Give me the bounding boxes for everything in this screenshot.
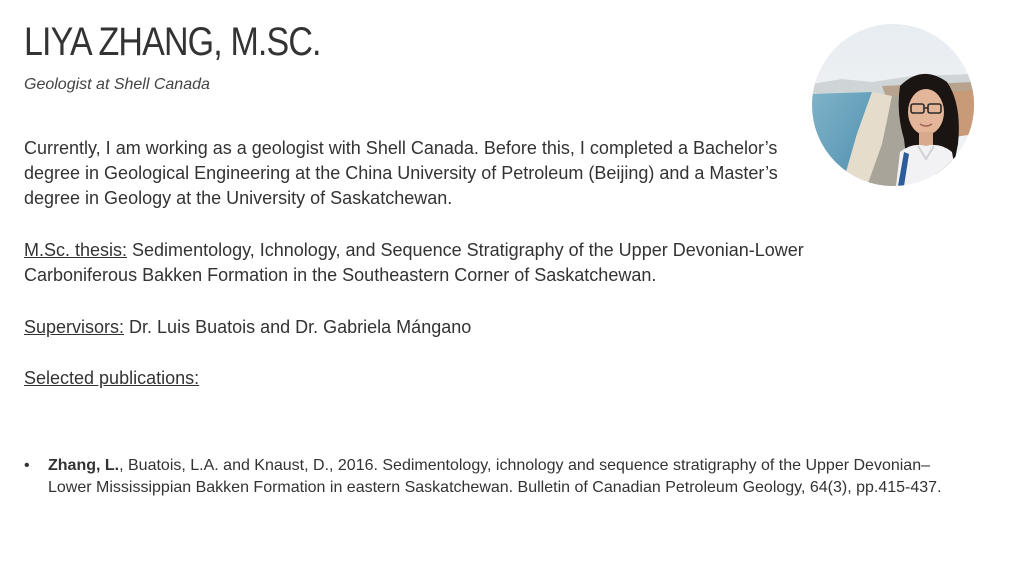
publications-heading: Selected publications: <box>24 368 200 388</box>
bio-intro: Currently, I am working as a geologist with Shell Canada. Before this, I completed a Bachelor’s degree in Geological Engineering at the China University of Petroleum (Beijing) and a Master’s degree in Geology at the University of Saskatchewan. <box>24 138 778 208</box>
publication-author: Zhang, L. <box>48 457 120 474</box>
bullet-icon: • <box>24 457 30 474</box>
supervisors-paragraph <box>24 315 824 340</box>
page-title: LIYA ZHANG, M.SC. <box>24 20 321 64</box>
supervisors-label: Supervisors: <box>24 317 125 337</box>
publication-citation: , Buatois, L.A. and Knaust, D., 2016. Sedimentology, ichnology and sequence stratigraphy of the Upper Devonian–Lower Mississippian Bakken Formation in eastern Saskatchewan. Bulletin of Canadian Petroleum Geology, 64(3), pp.415-437. <box>48 457 942 496</box>
publication-text <box>48 455 954 499</box>
supervisors-text: Dr. Luis Buatois and Dr. Gabriela Mángano <box>124 317 472 337</box>
page-subtitle: Geologist at Shell Canada <box>24 76 210 93</box>
thesis-paragraph <box>24 238 824 288</box>
thesis-label: M.Sc. thesis: <box>24 240 128 260</box>
publication-item <box>24 455 954 499</box>
thesis-text: Sedimentology, Ichnology, and Sequence Stratigraphy of the Upper Devonian-Lower Carboniferous Bakken Formation in the Southeastern Corner of Saskatchewan. <box>24 240 804 285</box>
publications-heading-paragraph <box>24 366 824 391</box>
profile-photo <box>812 24 974 186</box>
